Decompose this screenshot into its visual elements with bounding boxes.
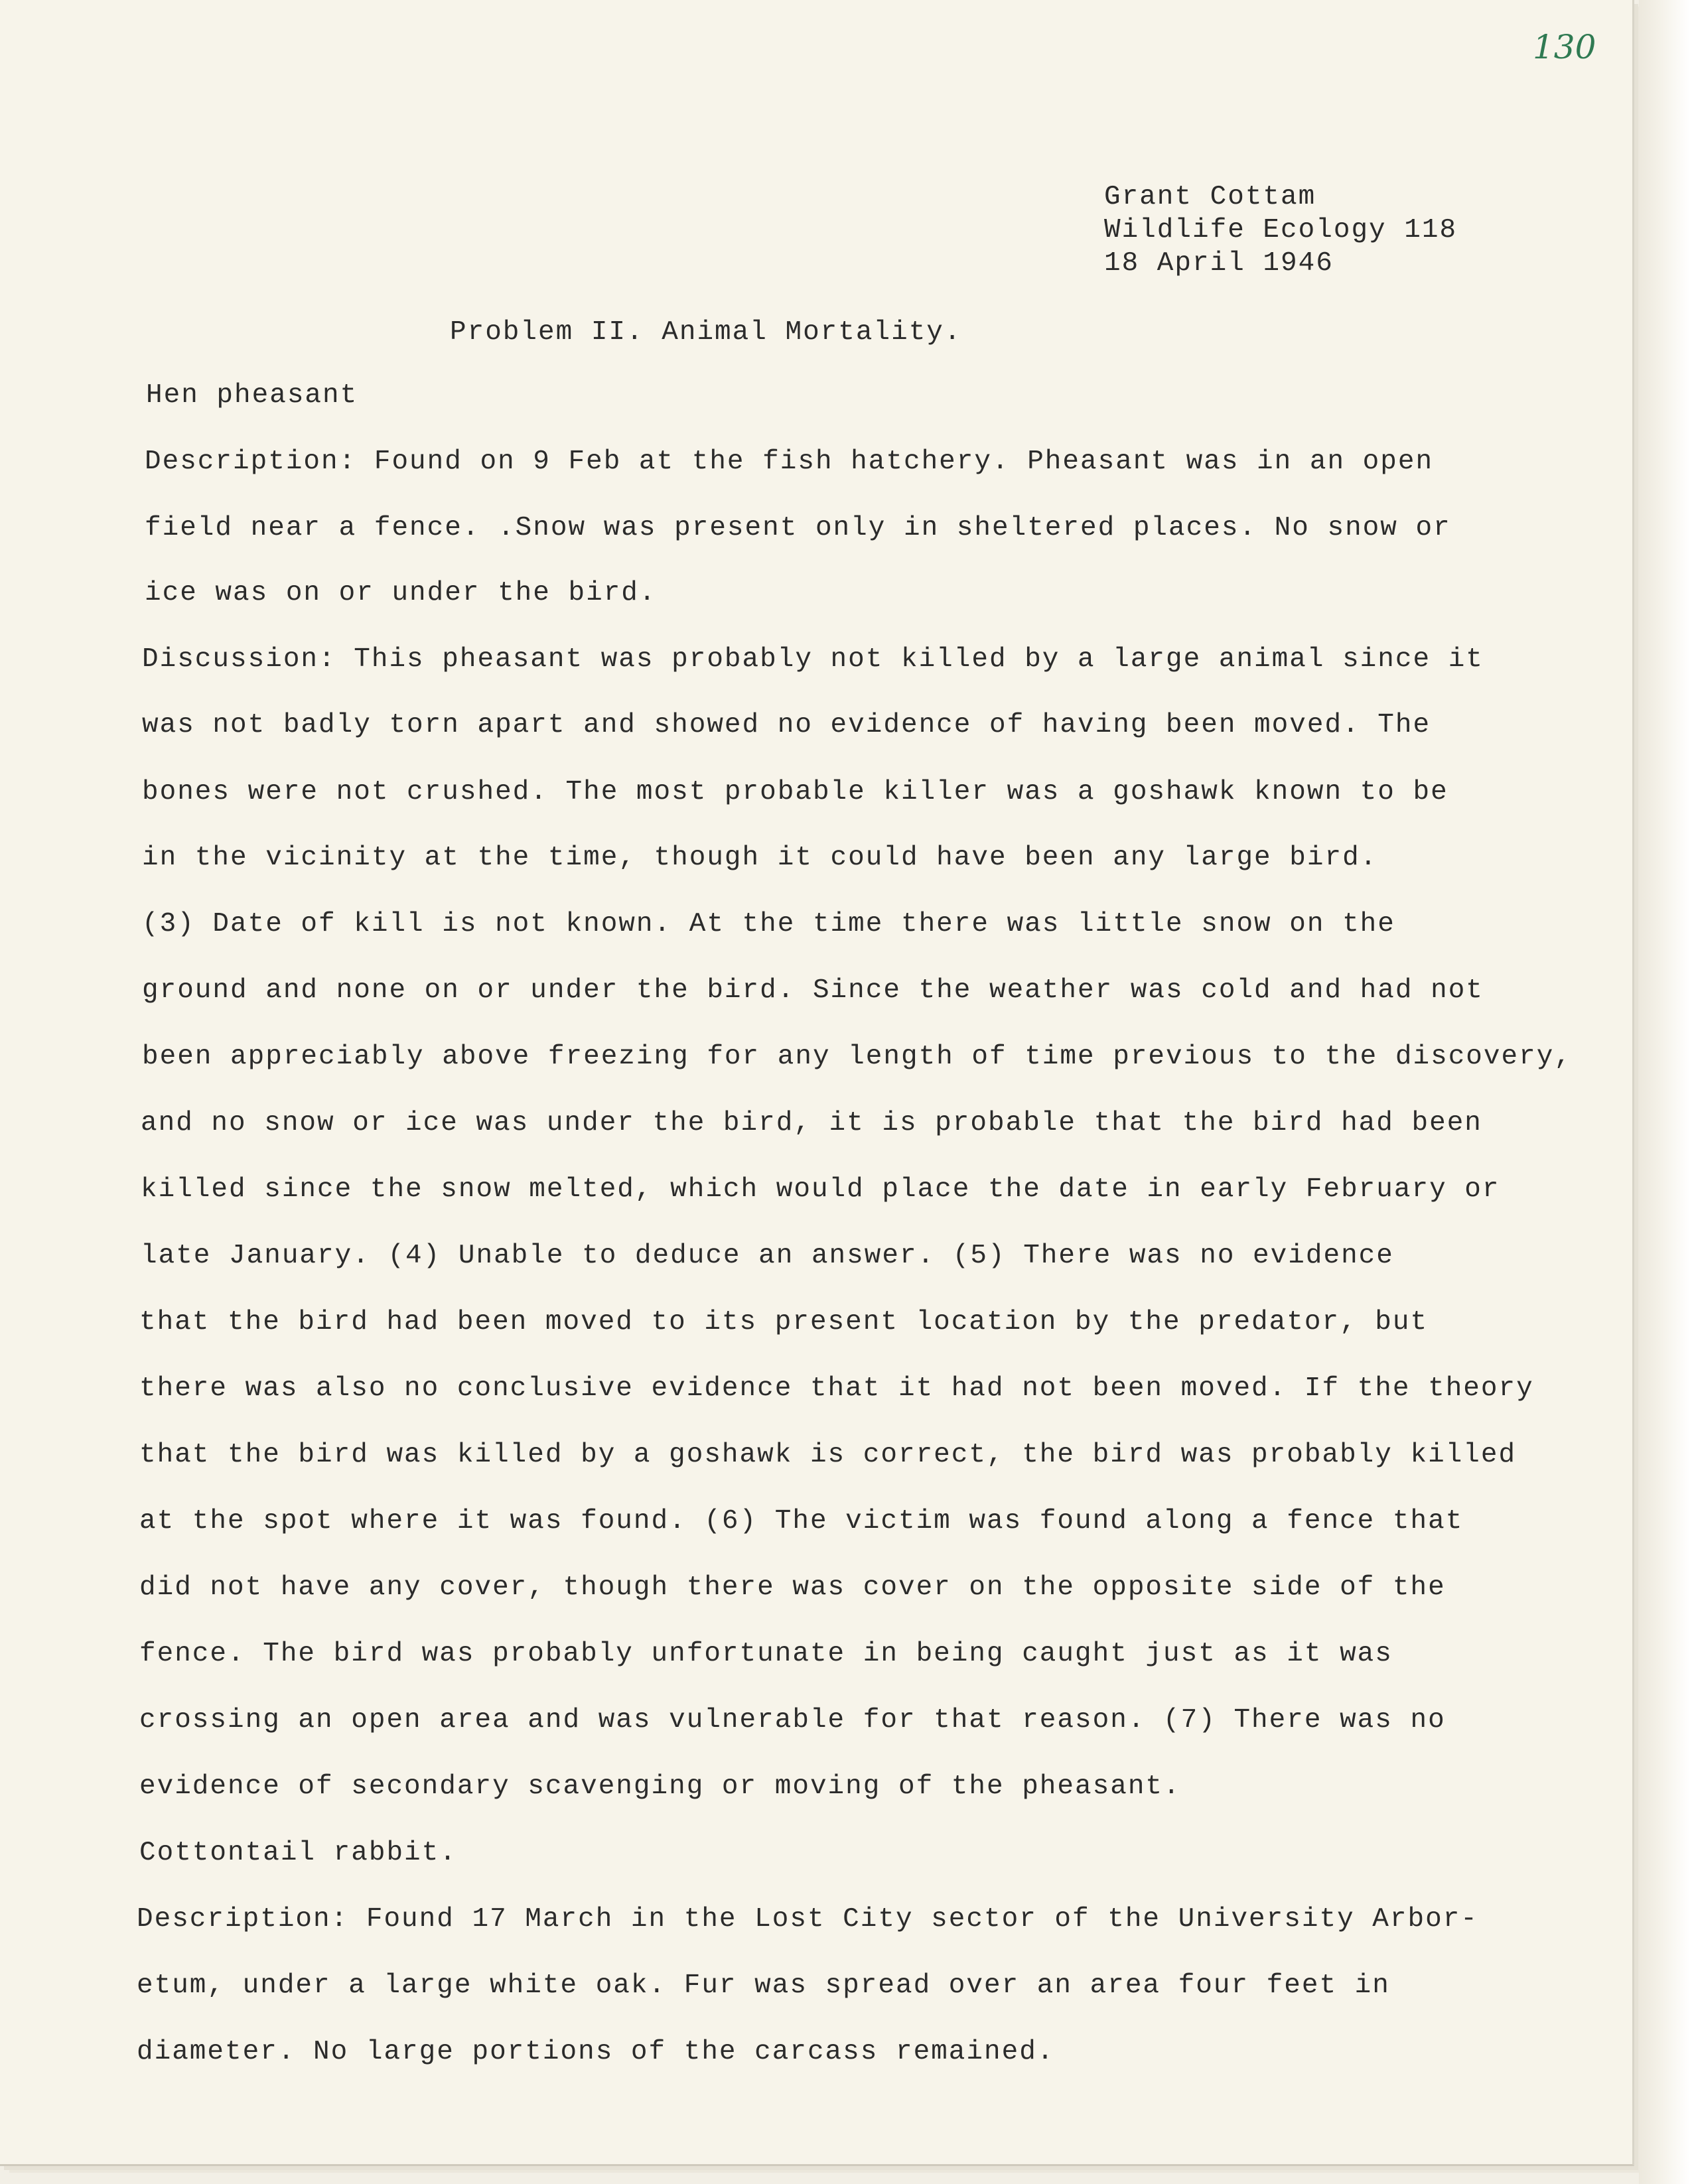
author-name: Grant Cottam: [1104, 182, 1316, 212]
text-line: in the vicinity at the time, though it could have been any large bird.: [142, 843, 1378, 873]
text-line: there was also no conclusive evidence that it had not been moved. If the theory: [139, 1373, 1534, 1404]
folio-number: 130: [1533, 28, 1596, 66]
text-line: late January. (4) Unable to deduce an answer. (5) There was no evidence: [141, 1241, 1394, 1271]
text-line: fence. The bird was probably unfortunate in being caught just as it was: [139, 1639, 1393, 1669]
text-line: and no snow or ice was under the bird, it is probable that the bird had been: [141, 1108, 1482, 1138]
text-line: Hen pheasant: [146, 380, 358, 411]
text-line: ice was on or under the bird.: [145, 578, 657, 608]
page-edge: [1639, 0, 1690, 2184]
text-line: was not badly torn apart and showed no evidence of having been moved. The: [142, 710, 1431, 740]
text-line: (3) Date of kill is not known. At the time there was little snow on the: [142, 909, 1395, 939]
text-line: that the bird had been moved to its present location by the predator, but: [139, 1307, 1429, 1337]
text-line: at the spot where it was found. (6) The victim was found along a fence that: [139, 1506, 1464, 1536]
text-line: bones were not crushed. The most probable killer was a goshawk known to be: [142, 777, 1448, 807]
text-line: Cottontail rabbit.: [139, 1838, 457, 1868]
text-line: ground and none on or under the bird. Since the weather was cold and had not: [142, 975, 1484, 1006]
text-line: field near a fence. .Snow was present only in sheltered places. No snow or: [145, 513, 1451, 543]
text-line: Discussion: This pheasant was probably not killed by a large animal since it: [142, 644, 1484, 675]
text-line: diameter. No large portions of the carcass remained.: [137, 2037, 1055, 2067]
document-date: 18 April 1946: [1104, 248, 1334, 279]
text-line: etum, under a large white oak. Fur was spread over an area four feet in: [137, 1970, 1390, 2001]
text-line: Description: Found on 9 Feb at the fish hatchery. Pheasant was in an open: [145, 446, 1434, 477]
course-name: Wildlife Ecology 118: [1104, 215, 1458, 245]
text-line: evidence of secondary scavenging or moving of the pheasant.: [139, 1771, 1181, 1802]
text-line: did not have any cover, though there was cover on the opposite side of the: [139, 1572, 1446, 1603]
text-line: been appreciably above freezing for any length of time previous to the discovery,: [142, 1042, 1572, 1072]
text-line: that the bird was killed by a goshawk is correct, the bird was probably killed: [139, 1440, 1517, 1470]
text-line: Description: Found 17 March in the Lost City sector of the University Arbor-: [137, 1904, 1478, 1935]
author-header: [1104, 180, 1457, 280]
text-line: crossing an open area and was vulnerable for that reason. (7) There was no: [139, 1705, 1446, 1736]
text-line: killed since the snow melted, which would place the date in early February or: [141, 1174, 1500, 1205]
document-title: Problem II. Animal Mortality.: [450, 317, 962, 348]
